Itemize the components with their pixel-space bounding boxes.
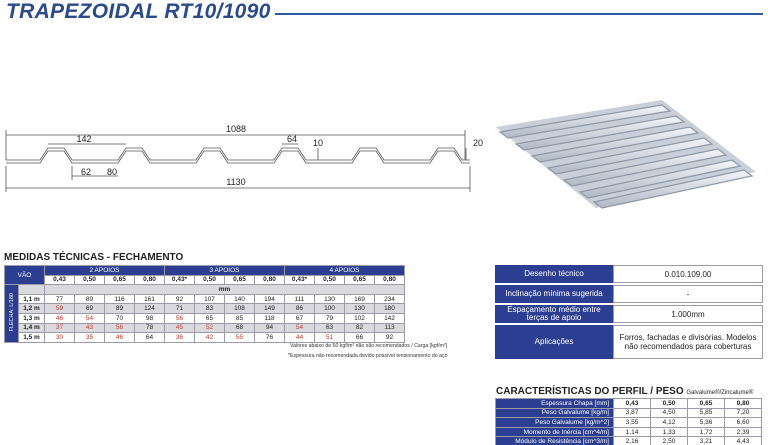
thickness-header: 0,65 xyxy=(105,275,135,285)
espacamento-value: 1.000mm xyxy=(613,305,763,323)
note-carga: Valores abaixo de 60 kgf/m² não são recomendados / Carga [kgf/m²] xyxy=(290,343,448,349)
table-row: 1,4 m 37 43 56 78 45 52 68 94 54 63 82 113 xyxy=(5,323,405,333)
thickness-header: 0,43* xyxy=(165,275,195,285)
thickness-header: 0,80 xyxy=(135,275,165,285)
table-row: Momento de Inércia [cm^4/m] 1,14 1,33 1,72 2,39 xyxy=(496,427,762,437)
thickness-header: 0,50 xyxy=(315,275,345,285)
dim-10: 10 xyxy=(312,138,324,148)
table-row: 1,3 m 46 54 70 98 56 65 85 118 67 79 102 142 xyxy=(5,313,405,323)
thickness-header: 0,65 xyxy=(225,275,255,285)
span-cell: 1,1 m xyxy=(19,294,45,304)
medidas-title: MEDIDAS TÉCNICAS - FECHAMENTO xyxy=(4,252,184,263)
product-photo xyxy=(486,82,764,230)
aplicacoes-label: Aplicações xyxy=(495,325,613,359)
aplicacoes-value: Forros, fachadas e divisórias. Modelos não recomendados para coberturas xyxy=(613,325,763,359)
dim-142: 142 xyxy=(76,134,92,144)
dim-80: 80 xyxy=(106,167,118,177)
table-row: Peso Galvalume [kg/m] 3,87 4,50 5,85 7,20 xyxy=(496,408,762,418)
table-row: 1,1 m 77 89 116 161 92 107 140 194 111 130 169 234 xyxy=(5,294,405,304)
thickness-header: 0,43* xyxy=(285,275,315,285)
info-table xyxy=(495,263,763,361)
title-rule xyxy=(275,13,763,15)
thickness-header: 0,80 xyxy=(375,275,405,285)
inclinacao-label: Inclinação mínima sugerida xyxy=(495,285,613,303)
dim-62: 62 xyxy=(80,167,92,177)
span-cell: 1,2 m xyxy=(19,304,45,314)
span-cell: 1,3 m xyxy=(19,313,45,323)
thickness-header: 0,43 xyxy=(45,275,75,285)
table-row: Módulo de Resistência [cm^3/m] 2,16 2,50 3,21 4,43 xyxy=(496,437,762,445)
group-header: 4 APOIOS xyxy=(285,266,405,276)
thickness-header: 0,65 xyxy=(345,275,375,285)
span-cell: 1,5 m xyxy=(19,333,45,343)
dim-64: 64 xyxy=(286,134,298,144)
span-cell: 1,4 m xyxy=(19,323,45,333)
vao-header: VÃO xyxy=(5,266,45,285)
thickness-header: 0,50 xyxy=(195,275,225,285)
dim-20: 20 xyxy=(472,138,484,148)
group-header: 2 APOIOS xyxy=(45,266,165,276)
table-row: 1,2 m 59 69 89 124 71 83 108 149 86 100 130 180 xyxy=(5,304,405,314)
table-row: Espessura Chapa [mm] 0,43 0,50 0,65 0,80 xyxy=(496,399,762,409)
desenho-value: 0.010.109.00 xyxy=(613,265,763,283)
thickness-header: 0,50 xyxy=(75,275,105,285)
thickness-header: 0,80 xyxy=(255,275,285,285)
dim-1088: 1088 xyxy=(225,124,247,134)
flecha-label: FLECHA: L/180 xyxy=(5,285,19,343)
espacamento-label: Espaçamento médio entre terças de apoio xyxy=(495,305,613,323)
inclinacao-value: - xyxy=(613,285,763,303)
group-header: 3 APOIOS xyxy=(165,266,285,276)
medidas-table xyxy=(4,265,405,343)
perfil-title: CARACTERÍSTICAS DO PERFIL / PESO Galvalume®/Zincalume® xyxy=(496,386,754,397)
desenho-label: Desenho técnico xyxy=(495,265,613,283)
table-row: 1,5 m 30 35 46 64 36 42 55 76 44 51 66 92 xyxy=(5,333,405,343)
table-row: Peso Galvalume [kg/m^2] 3,55 4,12 5,36 6,60 xyxy=(496,418,762,428)
dim-1130: 1130 xyxy=(226,177,246,187)
page-title: TRAPEZOIDAL RT10/1090 xyxy=(6,0,271,23)
unit-label: mm xyxy=(45,285,405,295)
profile-drawing xyxy=(0,100,490,210)
note-espessura: *Espessura não recomendada devido possível tensionamento do aço xyxy=(288,353,448,359)
perfil-table xyxy=(495,398,762,445)
